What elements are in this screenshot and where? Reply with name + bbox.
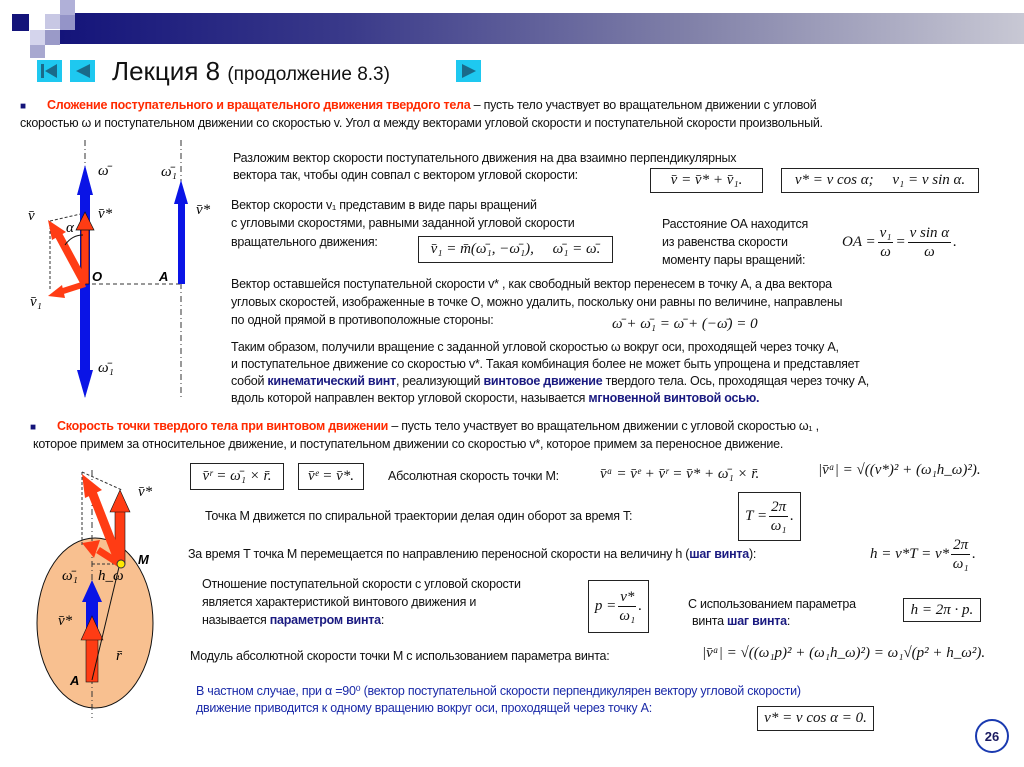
section2-line2: которое примем за относительное движение, и поступательном движении со скоростью v*, которое примем за переносное движение. [33, 437, 784, 451]
remaining-line1: Вектор оставшейся поступательной скорости v* , как свободный вектор перенесем в точку A, а два вектора [231, 277, 832, 291]
denominator: ω [880, 244, 891, 260]
v1-arrowhead [48, 285, 65, 298]
first-slide-button[interactable] [37, 60, 62, 82]
text: : [380, 613, 385, 627]
formula-lhs: T = [745, 508, 768, 524]
denominator: ω₁ [619, 608, 636, 624]
parameter-right-line1: С использованием параметра [688, 597, 856, 611]
formula-distance [842, 224, 957, 261]
label-r: r̄ [116, 648, 122, 664]
text: винта [692, 614, 728, 628]
pair-line2: с угловыми скоростями, равными заданной угловой скорости [231, 216, 575, 230]
numerator: 2π [953, 537, 969, 553]
formula-decomposition: v̄ = v̄* + v̄₁. [650, 168, 763, 193]
formula-transport-velocity: v̄ᵉ = v̄*. [298, 463, 364, 490]
formula-components: v* = v cos α; v₁ = v sin α. [781, 168, 979, 193]
label-v-star: v̄* [98, 206, 113, 222]
formula-relative-velocity: v̄ʳ = ω̄₁ × r̄. [190, 463, 284, 490]
formula-period [738, 492, 801, 541]
term-screw-axis: мгновенной винтовой осью [588, 391, 757, 405]
absolute-velocity-label: Абсолютная скорость точки M: [388, 469, 559, 483]
diagram-decomposition [20, 140, 220, 400]
numerator: v₁ [879, 225, 892, 241]
term-screw-step: шаг винта [727, 614, 787, 628]
formula-modulus: |v̄ᵃ| = √((ω₁p)² + (ω₁h_ω)²) = ω₁√(p² + h_ω²). [702, 645, 986, 661]
v-star-M-arrowhead [110, 490, 130, 512]
distance-line2: из равенства скорости [662, 235, 788, 249]
omega1-arrowhead [174, 180, 188, 204]
formula-pair: v̄₁ = m̄(ω̄₁, −ω̄₁), ω̄₁ = ω̄. [418, 236, 613, 263]
label-omega1: ω̄₁ [161, 164, 177, 180]
arrow-right-icon [456, 60, 481, 82]
section1-heading: Сложение поступательного и вращательного движения твердого тела [47, 98, 471, 112]
equals: = [895, 234, 906, 250]
page-title [112, 56, 390, 87]
bullet: ■ [30, 422, 36, 433]
period-text: Точка M движется по спиральной траектории делая один оборот за время T: [205, 509, 633, 523]
denominator: ω₁ [952, 556, 969, 572]
section1-line1 [20, 97, 816, 115]
modulus-text: Модуль абсолютной скорости точки M с использованием параметра винта: [190, 649, 610, 663]
arrow-left-icon [70, 60, 95, 82]
parameter-right-line2 [692, 613, 790, 630]
period: . [953, 234, 957, 250]
title-main: Лекция 8 [112, 56, 221, 86]
label-alpha: α [66, 220, 74, 236]
page-number: 26 [975, 719, 1009, 753]
term-screw-step: шаг винта [689, 547, 749, 561]
previous-slide-button[interactable] [70, 60, 95, 82]
denominator: ω₁ [770, 518, 787, 534]
formula-lhs: OA = [842, 234, 876, 250]
decompose-line1: Разложим вектор скорости поступательного движения на два взаимно перпендикулярных [233, 151, 737, 165]
distance-line1: Расстояние ОА находится [662, 217, 809, 231]
remaining-line2: угловых скоростей, изображенные в точке О, можно удалить, поскольку они равны по величине, направлены [231, 295, 843, 309]
conclusion-line4 [231, 390, 759, 407]
v-arrowhead [82, 474, 102, 498]
step-text [188, 546, 756, 563]
point-M [117, 560, 125, 568]
bullet: ■ [20, 101, 26, 112]
conclusion-line3 [231, 373, 869, 390]
text: называется [202, 613, 270, 627]
period: . [972, 546, 976, 562]
section2-line1 [30, 418, 819, 436]
numerator: v* [620, 589, 635, 605]
text: , реализующий [395, 374, 484, 388]
label-v-star: v̄* [58, 613, 73, 629]
label-v1: v̄₁ [30, 294, 42, 310]
formula-step [870, 536, 976, 573]
distance-line3: моменту пары вращений: [662, 253, 806, 267]
v-star-arrow [86, 638, 98, 682]
omega-arrowhead [77, 165, 93, 195]
text: вдоль которой направлен вектор угловой скорости, называется [231, 391, 589, 405]
text: За время T точка M перемещается по направлению переносной скорости на величину h ( [188, 547, 690, 561]
conclusion-line2: и поступательное движение со скоростью v*. Такая комбинация более не может быть упрощена и представляет [231, 357, 860, 371]
formula-step-parameter: h = 2π · p. [903, 598, 981, 622]
period: . [756, 391, 760, 405]
formula-lhs: h = v*T = v* [870, 546, 950, 562]
label-h: h_ω [98, 568, 124, 584]
label-omega: ω̄ [98, 163, 109, 179]
diagram-screw-motion [20, 460, 190, 720]
term-screw-motion: винтовое движение [483, 374, 603, 388]
label-v: v̄ [28, 208, 35, 224]
label-O: O [92, 269, 103, 284]
formula-parameter [588, 580, 649, 633]
text: собой [231, 374, 268, 388]
section2-heading: Скорость точки твердого тела при винтовом движении [57, 419, 389, 433]
period: . [638, 598, 643, 614]
parameter-line1: Отношение поступательной скорости с угловой скорости [202, 577, 521, 591]
next-slide-button[interactable] [456, 60, 481, 82]
label-A: A [159, 269, 169, 284]
remaining-line3: по одной прямой в противоположные стороны: [231, 313, 494, 327]
special-line1: В частном случае, при α =90⁰ (вектор поступательной скорости перпендикулярен вектору угловой скорости) [196, 684, 801, 698]
label-A: A [70, 673, 80, 688]
formula-special-case: v* = v cos α = 0. [757, 706, 874, 731]
term-screw-parameter: параметром винта [269, 613, 381, 627]
text: : [786, 614, 791, 628]
label-v-star-A: v̄* [196, 202, 211, 218]
pair-line1: Вектор скорости v₁ представим в виде пары вращений [231, 198, 537, 212]
denominator: ω [924, 244, 935, 260]
parameter-line2: является характеристикой винтового движения и [202, 595, 477, 609]
text: твердого тела. Ось, проходящая через точку А, [602, 374, 870, 388]
numerator: 2π [771, 499, 787, 515]
conclusion-line1: Таким образом, получили вращение с заданной угловой скоростью ω вокруг оси, проходящей через точку A, [231, 340, 839, 354]
v-star-arrowhead [76, 212, 94, 230]
label-omega1: ω̄₁ [62, 568, 78, 584]
label-M: M [138, 552, 149, 567]
text: ): [748, 547, 757, 561]
section1-line2: скоростью ω и поступательном движении со скоростью v. Угол α между векторами угловой скорости и поступательной скорости произвольный. [20, 116, 823, 130]
formula-cancel: ω̄ + ω̄₁ = ω̄ + (−ω̄) = 0 [612, 316, 758, 332]
decompose-line2: вектора так, чтобы один совпал с вектором угловой скорости: [233, 168, 578, 182]
formula-absolute-velocity: v̄ᵃ = v̄ᵉ + v̄ʳ = v̄* + ω̄₁ × r̄. [600, 466, 760, 482]
omega1-arrowhead [77, 370, 93, 398]
formula-velocity-magnitude: |v̄ᵃ| = √((v*)² + (ω₁h_ω)²). [818, 462, 981, 478]
special-line2: движение приводится к одному вращению вокруг оси, проходящей через точку A: [196, 701, 652, 715]
section2-text: – пусть тело участвует во вращательном движении с угловой скоростью ω₁ , [388, 419, 819, 433]
parameter-line3 [202, 612, 384, 629]
term-kinematic-screw: кинематический винт [267, 374, 396, 388]
title-sub: (продолжение 8.3) [227, 64, 390, 85]
skip-back-icon [37, 60, 62, 82]
label-omega1-bottom: ω̄₁ [98, 360, 114, 376]
formula-lhs: p = [594, 598, 617, 614]
label-v-star-top: v̄* [138, 484, 153, 500]
pair-line3: вращательного движения: [231, 235, 378, 249]
section1-text: – пусть тело участвует во вращательном движении с угловой [470, 98, 817, 112]
numerator: v sin α [909, 225, 950, 241]
period: . [790, 508, 794, 524]
omega1-arrow [178, 200, 185, 284]
